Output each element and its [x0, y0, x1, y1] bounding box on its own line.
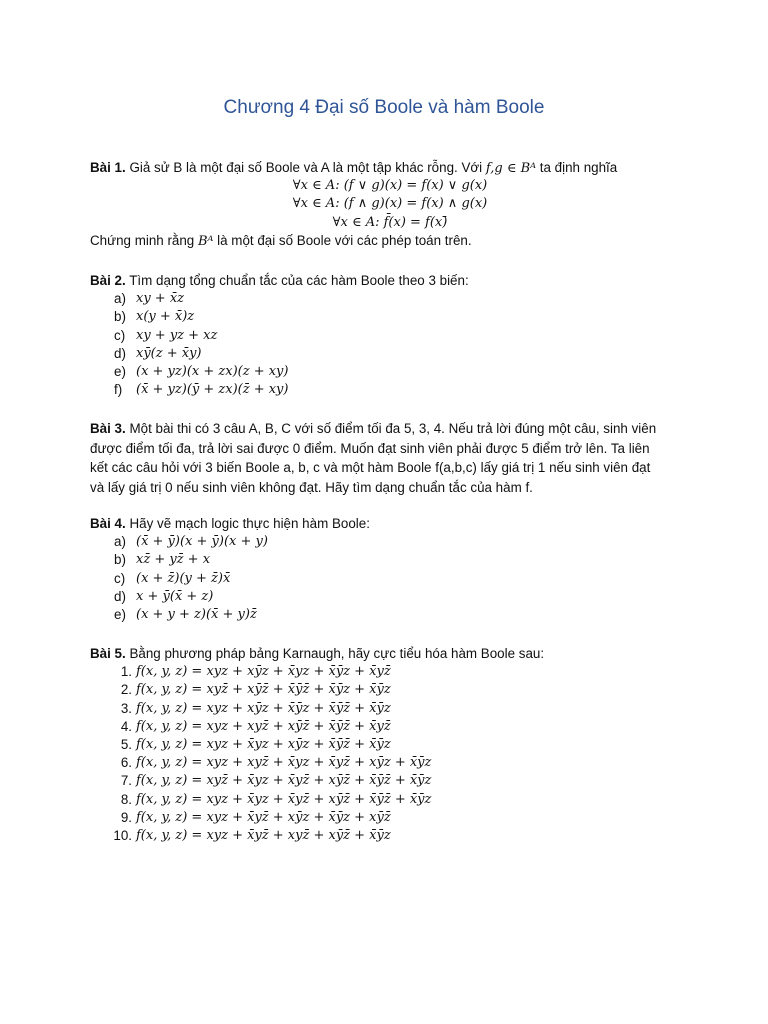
exercise-2	[90, 272, 690, 399]
list-item-expression: x + ȳ(x̄ + z)	[136, 588, 214, 604]
exercise-4-label: Bài 4.	[90, 516, 126, 531]
list-item-label: 9.	[120, 809, 132, 825]
list-item-expression: xy + x̄z	[136, 291, 185, 307]
list-item-expression: f(x, y, z) = xyz + x̄yz̄ + xȳz + x̄ȳz + xȳz̄	[136, 809, 391, 825]
list-item	[90, 533, 690, 551]
list-item	[90, 718, 690, 736]
list-item-label: 7.	[120, 773, 132, 789]
exercise-2-label: Bài 2.	[90, 273, 126, 288]
exercise-4-text: Hãy vẽ mạch logic thực hiện hàm Boole:	[129, 516, 370, 531]
exercise-1-label: Bài 1.	[90, 160, 126, 175]
exercise-3-label: Bài 3.	[90, 421, 126, 436]
list-item-expression: xy + yz + xz	[136, 327, 218, 343]
exercise-3	[90, 419, 690, 498]
list-item-label: 2.	[120, 682, 132, 698]
list-item-expression: f(x, y, z) = xyz + xyz̄ + x̄yz + x̄yz̄ + xȳz + x̄ȳz	[136, 755, 432, 771]
list-item-label: e)	[114, 606, 126, 622]
list-item-label: c)	[114, 570, 126, 586]
list-item	[90, 363, 690, 381]
definition-and: ∀x ∈ A: (f ∧ g)(x) = f(x) ∧ g(x)	[292, 196, 488, 212]
list-item-label: d)	[114, 588, 126, 604]
list-item-expression: f(x, y, z) = xyz + x̄yz + xȳz + x̄ȳz̄ + x̄ȳz	[136, 736, 391, 752]
list-item	[90, 290, 690, 308]
list-item-expression: x(y + x̄)z	[136, 309, 195, 325]
list-item-label: 4.	[120, 718, 132, 734]
exercise-3-paragraph	[90, 419, 690, 498]
list-item	[90, 791, 690, 809]
exercise-2-list	[90, 290, 690, 399]
exercise-5-label: Bài 5.	[90, 646, 126, 661]
exercise-2-text: Tìm dạng tổng chuẩn tắc của các hàm Boole theo 3 biến:	[129, 273, 469, 288]
list-item-expression: (x + yz)(x + zx)(z + xy)	[136, 363, 289, 379]
list-item-label: c)	[114, 327, 126, 343]
list-item	[90, 809, 690, 827]
exercise-1-intro	[90, 159, 690, 177]
definition-complement: ∀x ∈ A: f̄(x) = f(x)̄	[332, 214, 448, 230]
exercise-3-text-1: Một bài thi có 3 câu A, B, C với số điểm tối đa 5, 3, 4. Nếu trả lời đúng một câu, sinh viên	[129, 421, 657, 436]
list-item-expression: xz̄ + yz̄ + x	[136, 552, 211, 568]
list-item	[90, 681, 690, 699]
page-title: Chương 4 Đại số Boole và hàm Boole	[223, 97, 545, 118]
exercise-1-conclusion-text: Chứng minh rằng	[90, 232, 198, 248]
exercise-4-list	[90, 533, 690, 624]
list-item-label: 10.	[113, 827, 132, 843]
list-item	[90, 345, 690, 363]
exercise-5-text: Bằng phương pháp bảng Karnaugh, hãy cực tiểu hóa hàm Boole sau:	[129, 646, 545, 661]
exercise-1-conclusion	[90, 232, 690, 250]
exercise-2-intro	[90, 272, 690, 290]
list-item-label: b)	[114, 309, 126, 325]
list-item-label: a)	[114, 534, 126, 550]
exercise-1-intro-math: f,g ∈ Bᴬ	[485, 161, 537, 176]
list-item-label: f)	[114, 382, 123, 398]
list-item-label: a)	[114, 291, 126, 307]
list-item-label: b)	[114, 552, 126, 568]
exercise-1	[90, 159, 690, 250]
list-item-expression: f(x, y, z) = xyz + x̄yz̄ + xyz̄ + xȳz̄ + x̄ȳz	[136, 827, 391, 843]
list-item-expression: (x̄ + ȳ)(x + ȳ)(x + y)	[136, 534, 268, 550]
list-item-label: 8.	[120, 791, 132, 807]
list-item-expression: f(x, y, z) = xyz + xȳz + x̄yz + x̄ȳz + x̄yz̄	[136, 664, 391, 680]
exercise-1-conclusion-math: Bᴬ	[197, 233, 214, 249]
list-item	[90, 381, 690, 399]
list-item	[90, 308, 690, 326]
exercise-3-line-3: kết các câu hỏi với 3 biến Boole a, b, c và một hàm Boole f(a,b,c) lấy giá trị 1 nếu sinh viên đạt	[90, 460, 651, 476]
exercise-3-line-2: được điểm tối đa, trả lời sai được 0 điểm. Muốn đạt sinh viên phải được 5 điểm trở lên. Ta liên	[90, 440, 650, 456]
list-item	[90, 754, 690, 772]
list-item-label: 5.	[120, 736, 132, 752]
list-item-label: d)	[114, 345, 126, 361]
list-item-label: 6.	[120, 755, 132, 771]
list-item	[90, 606, 690, 624]
list-item-label: 1.	[120, 664, 132, 680]
list-item-expression: f(x, y, z) = xyz + xyz̄ + xȳz̄ + x̄ȳz̄ + x̄yz̄	[136, 718, 391, 734]
list-item	[90, 700, 690, 718]
exercise-3-line-4: và lấy giá trị 0 nếu sinh viên không đạt. Hãy tìm dạng chuẩn tắc của hàm f.	[90, 480, 533, 496]
list-item	[90, 588, 690, 606]
list-item-expression: f(x, y, z) = xyz̄ + xȳz̄ + x̄ȳz̄ + x̄ȳz + x̄ȳz	[136, 682, 391, 698]
list-item-expression: (x̄ + yz)(ȳ + zx)(z̄ + xy)	[136, 382, 289, 398]
list-item-expression: (x + z̄)(y + z̄)x̄	[136, 570, 231, 586]
list-item-label: e)	[114, 363, 126, 379]
list-item-label: 3.	[120, 700, 132, 716]
exercise-5-intro	[90, 645, 690, 663]
list-item-expression: f(x, y, z) = xyz + x̄yz + x̄yz̄ + xȳz̄ + x̄ȳz̄ + x̄ȳz	[136, 791, 432, 807]
exercise-3-line-1	[90, 419, 690, 439]
list-item	[90, 551, 690, 569]
list-item	[90, 663, 690, 681]
list-item	[90, 827, 690, 845]
exercise-1-conclusion-text-end: là một đại số Boole với các phép toán trên.	[213, 232, 472, 248]
list-item-expression: f(x, y, z) = xyz + xȳz + x̄ȳz + x̄ȳz̄ + x̄ȳz	[136, 700, 391, 716]
list-item	[90, 327, 690, 345]
exercise-5	[90, 645, 690, 845]
exercise-1-intro-text-end: ta định nghĩa	[536, 160, 618, 175]
list-item	[90, 772, 690, 790]
list-item-expression: (x + y + z)(x̄ + y)z̄	[136, 606, 257, 622]
list-item	[90, 736, 690, 754]
exercise-4-intro	[90, 515, 690, 533]
exercise-5-list	[90, 663, 690, 845]
list-item-expression: xȳ(z + x̄y)	[136, 345, 202, 361]
exercise-4	[90, 515, 690, 624]
list-item	[90, 570, 690, 588]
list-item-expression: f(x, y, z) = xyz̄ + x̄yz + x̄yz̄ + xȳz̄ + x̄ȳz̄ + x̄ȳz	[136, 773, 432, 789]
definition-or: ∀x ∈ A: (f ∨ g)(x) = f(x) ∨ g(x)	[292, 178, 488, 194]
exercise-1-intro-text: Giả sử B là một đại số Boole và A là một tập khác rỗng. Với	[129, 160, 486, 175]
